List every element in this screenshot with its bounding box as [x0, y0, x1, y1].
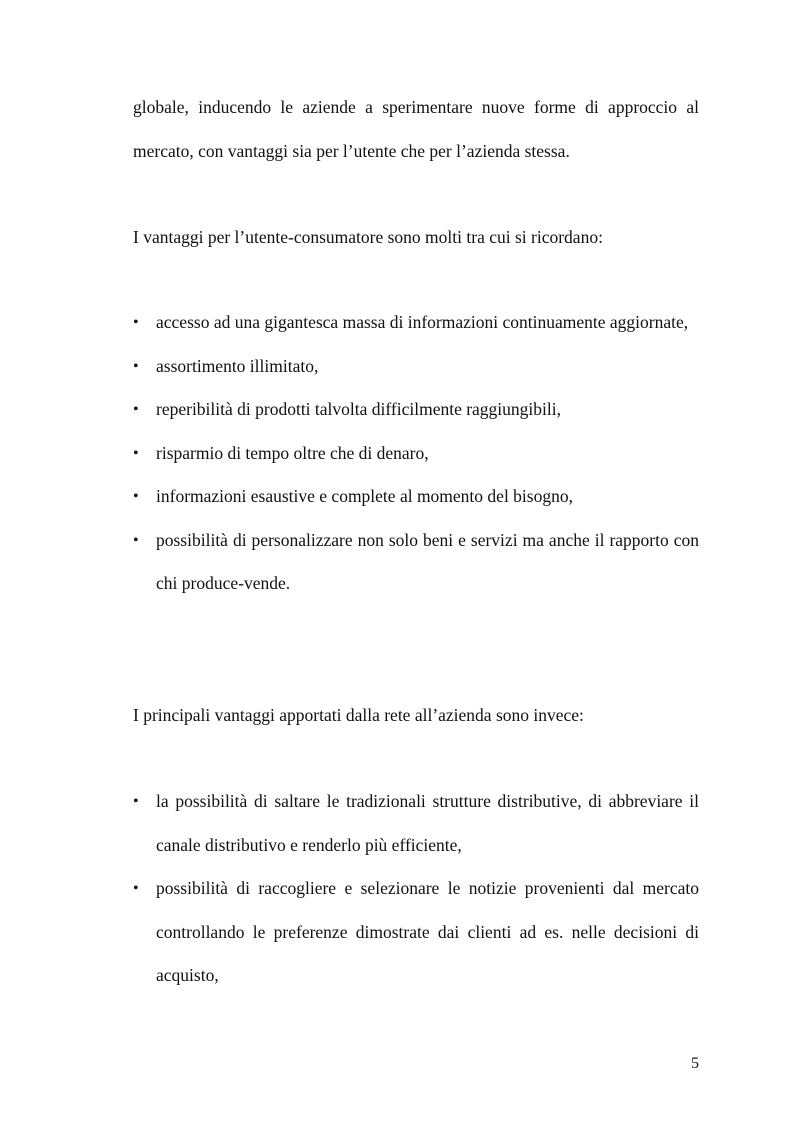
- bullet-icon: •: [133, 531, 139, 549]
- bullet-icon: •: [133, 314, 139, 331]
- list-item: [133, 519, 699, 606]
- bullet-icon: •: [133, 488, 139, 505]
- page-number: 5: [691, 1055, 699, 1072]
- list-item-text: risparmio di tempo oltre che di denaro,: [156, 442, 429, 463]
- list-item: [133, 780, 699, 867]
- list-item: [133, 345, 699, 389]
- bullet-icon: •: [133, 444, 139, 462]
- intro-paragraph: globale, inducendo le aziende a sperimentare nuove forme di approccio al mercato, con vantaggi sia per l’utente che per l’azienda stessa.: [133, 97, 699, 161]
- list-item-text: possibilità di raccogliere e selezionare le notizie provenienti dal mercato controllando le preferenze dimostrate dai clienti ad es. nelle decisioni di acquisto,: [156, 878, 699, 985]
- bullet-icon: •: [133, 880, 139, 897]
- bullet-icon: •: [133, 401, 139, 418]
- list-item-text: informazioni esaustive e complete al momento del bisogno,: [156, 486, 573, 506]
- list-item: [133, 867, 699, 998]
- company-advantages-list: [133, 780, 699, 998]
- list-item: [133, 301, 699, 345]
- consumer-advantages-list: [133, 301, 699, 606]
- list-item-text: possibilità di personalizzare non solo beni e servizi ma anche il rapporto con chi produce-vende.: [156, 529, 699, 593]
- company-advantages-heading: I principali vantaggi apportati dalla rete all’azienda sono invece:: [133, 705, 584, 725]
- bullet-icon: •: [133, 793, 139, 810]
- list-item-text: la possibilità di saltare le tradizionali strutture distributive, di abbreviare il canale distributivo e renderlo più efficiente,: [156, 791, 699, 855]
- list-item: [133, 432, 699, 476]
- consumer-advantages-heading: I vantaggi per l’utente-consumatore sono molti tra cui si ricordano:: [133, 227, 603, 247]
- list-item: [133, 388, 699, 432]
- list-item-text: assortimento illimitato,: [156, 355, 319, 376]
- bullet-icon: •: [133, 357, 139, 375]
- list-item-text: reperibilità di prodotti talvolta difficilmente raggiungibili,: [156, 399, 561, 419]
- list-item: [133, 475, 699, 519]
- list-item-text: accesso ad una gigantesca massa di informazioni continuamente aggiornate,: [156, 312, 689, 332]
